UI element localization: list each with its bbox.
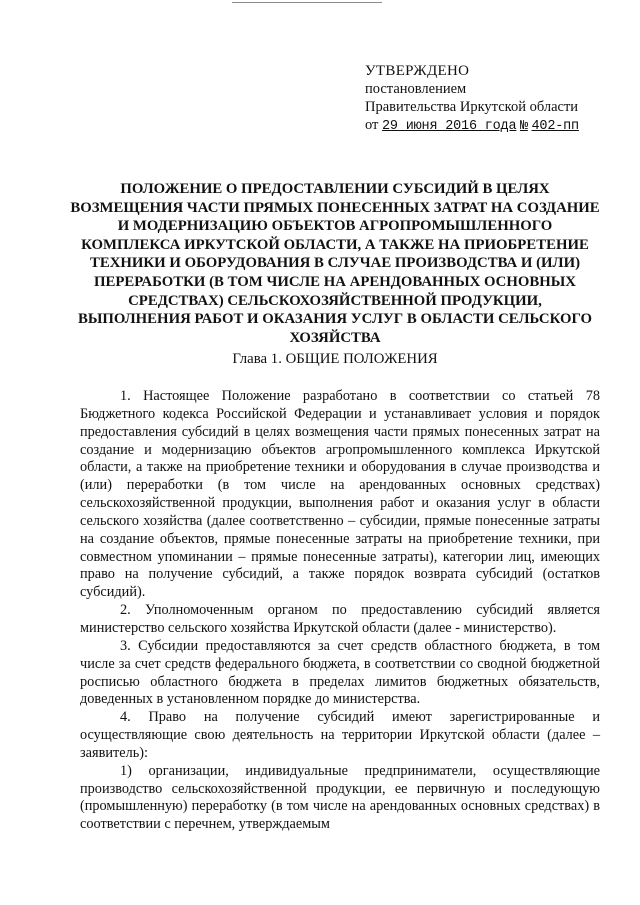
paragraph-4-1: 1) организации, индивидуальные предприниматели, осуществляющие производство сельскохозяйственной продукции, ее первичную и последующую (промышленную) переработку (в том числе на арендованных основных средствах) в соответствии с перечнем, утверждаемым — [80, 762, 600, 833]
approval-government: Правительства Иркутской области — [365, 99, 579, 115]
number-sign: № — [519, 119, 528, 134]
approval-resolution: постановлением — [365, 81, 467, 97]
document-body — [80, 388, 600, 834]
paragraph-3: 3. Субсидии предоставляются за счет средств областного бюджета, в том числе за счет средств федерального бюджета, в соответствии со сводной бюджетной росписью областного бюджета в пределах лимитов бюджетных обязательств, доведенных в установленном порядке до министерства. — [80, 637, 600, 708]
approval-date: 29 июня 2016 года — [382, 119, 517, 134]
date-prefix: от — [365, 117, 379, 133]
approval-stamp — [365, 62, 627, 136]
approval-date-line — [365, 116, 627, 136]
document-title: ПОЛОЖЕНИЕ О ПРЕДОСТАВЛЕНИИ СУБСИДИЙ В ЦЕЛЯХ ВОЗМЕЩЕНИЯ ЧАСТИ ПРЯМЫХ ПОНЕСЕННЫХ ЗАТРАТ НА СОЗДАНИЕ И МОДЕРНИЗАЦИЮ ОБЪЕКТОВ АГРОПРОМЫШЛЕННОГО КОМПЛЕКСА ИРКУТСКОЙ ОБЛАСТИ, А ТАКЖЕ НА ПРИОБРЕТЕНИЕ ТЕХНИКИ И ОБОРУДОВАНИЯ В СЛУЧАЕ ПРОИЗВОДСТВА И (ИЛИ) ПЕРЕРАБОТКИ (В ТОМ ЧИСЛЕ НА АРЕНДОВАННЫХ ОСНОВНЫХ СРЕДСТВАХ) СЕЛЬСКОХОЗЯЙСТВЕННОЙ ПРОДУКЦИИ, ВЫПОЛНЕНИЯ РАБОТ И ОКАЗАНИЯ УСЛУГ В ОБЛАСТИ СЕЛЬСКОГО ХОЗЯЙСТВА — [70, 181, 600, 346]
paragraph-1: 1. Настоящее Положение разработано в соответствии со статьей 78 Бюджетного кодекса Российской Федерации и устанавливает условия и порядок предоставления субсидий в целях возмещения части прямых понесенных затрат на создание и модернизацию объектов агропромышленного комплекса Иркутской области, а также на приобретение техники и оборудования в случае производства и (или) переработки (в том числе на арендованных основных средствах) сельскохозяйственной продукции, выполнения работ и оказания услуг в области сельского хозяйства (далее соответственно – субсидии, прямые понесенные затраты на создание объектов, прямые понесенные затраты на приобретение техники, при совместном упоминании – прямые понесенные затраты), категории лиц, имеющих право на получение субсидий, а также порядок возврата субсидий (остатков субсидий). — [80, 388, 600, 601]
approval-number: 402-пп — [531, 119, 579, 134]
paragraph-4: 4. Право на получение субсидий имеют зарегистрированные и осуществляющие свою деятельность на территории Иркутской области (далее – заявитель): — [80, 709, 600, 761]
paragraph-2: 2. Уполномоченным органом по предоставлению субсидий является министерство сельского хозяйства Иркутской области (далее - министерство). — [80, 602, 600, 636]
chapter-heading: Глава 1. ОБЩИЕ ПОЛОЖЕНИЯ — [232, 351, 438, 367]
approval-heading: УТВЕРЖДЕНО — [365, 63, 470, 79]
top-edge-line — [232, 2, 382, 3]
